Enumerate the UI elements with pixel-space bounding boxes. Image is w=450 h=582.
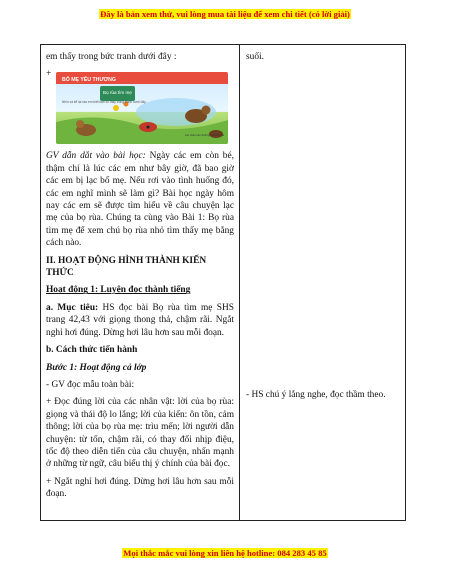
- intro-text: em thấy trong bức tranh dưới đây :: [46, 52, 177, 62]
- step-label: Bước 1: Hoạt động cả lớp: [46, 362, 147, 373]
- goal-text: HS đọc bài Bọ rùa tìm mẹ SHS trang 42,43 với giọng thong thả, chậm rãi. Ngắt nghỉ hơi đúng. Dừng hơi lâu hơn sau mỗi đoạn.: [46, 302, 235, 338]
- lesson-table: [40, 44, 406, 521]
- student-column: [246, 51, 401, 400]
- gv-intro-paragraph: [46, 150, 234, 249]
- bullet-pauses: + Ngắt nghỉ hơi đúng. Dừng hơi lâu hơn sau mỗi đoạn.: [46, 476, 234, 500]
- preview-banner: [0, 9, 450, 19]
- method-label: b. Cách thức tiến hành: [46, 345, 138, 356]
- hotline-banner: [0, 548, 450, 558]
- activity-title: Hoạt động 1: Luyện đọc thành tiếng: [46, 285, 191, 296]
- illustration-tag: Bọ rùa tìm mẹ: [100, 86, 135, 100]
- gv-read-text: - GV đọc mẫu toàn bài:: [46, 379, 135, 390]
- illustration-caption: Lạc nhau trên đường cùng Bọ rùa: [184, 134, 224, 137]
- gv-text: Ngày các em còn bé, thậm chí là lúc các em như bây giờ, đã bao giờ các em bị lạc bố mẹ. Nếu rơi vào tình huống đó, các em nghĩ mình sẽ làm gì? Bài học ngày hôm nay các em sẽ được tìm hiểu về câu chuyện lạc mẹ của bọ rùa. Chúng ta cùng vào Bài 1: Bọ rùa tìm mẹ để xem chú bọ rùa nhỏ tìm thấy mẹ bằng cách nào.: [46, 151, 234, 249]
- plus-sign: +: [46, 69, 52, 80]
- gv-label: GV dẫn dắt vào bài học:: [46, 151, 146, 162]
- bullet-voices: + Đọc đúng lời của các nhân vật: lời của bọ rùa: giọng và thái độ lo lắng; lời của kiến: ôn tồn, cảm thông; lời của bọ rùa mẹ: trìu mến; lời người dẫn chuyện: từ tốn, chậm rãi, có thay đổi nhịp điệu, tốc độ theo diễn tiến của câu chuyện, nhấn mạnh ở những từ ngữ, câu biểu thị ý chính của bài đọc.: [46, 397, 234, 470]
- teacher-column: [46, 51, 234, 506]
- illustration-row: [46, 68, 234, 144]
- illustration-header: BỐ MẸ YÊU THƯƠNG: [62, 77, 116, 84]
- goal-paragraph: [46, 302, 234, 339]
- right-top-text: suối.: [246, 52, 264, 62]
- section-heading: II. HOẠT ĐỘNG HÌNH THÀNH KIẾN THỨC: [46, 255, 207, 279]
- lesson-illustration: [56, 72, 228, 144]
- hs-note: - HS chú ý lắng nghe, đọc thầm theo.: [246, 390, 386, 400]
- illustration-instruction: Nhìn và kể lại các em biết bạn có thấy trong tranh dưới đây.: [62, 100, 147, 105]
- goal-label: a. Mục tiêu:: [46, 302, 99, 313]
- preview-banner-text: Đây là bản xem thử, vui lòng mua tài liệu để xem chi tiết (có lời giải): [100, 9, 350, 19]
- column-divider: [239, 45, 240, 520]
- hotline-banner-text: Mọi thắc mắc vui lòng xin liên hệ hotline: 084 283 45 85: [123, 548, 327, 558]
